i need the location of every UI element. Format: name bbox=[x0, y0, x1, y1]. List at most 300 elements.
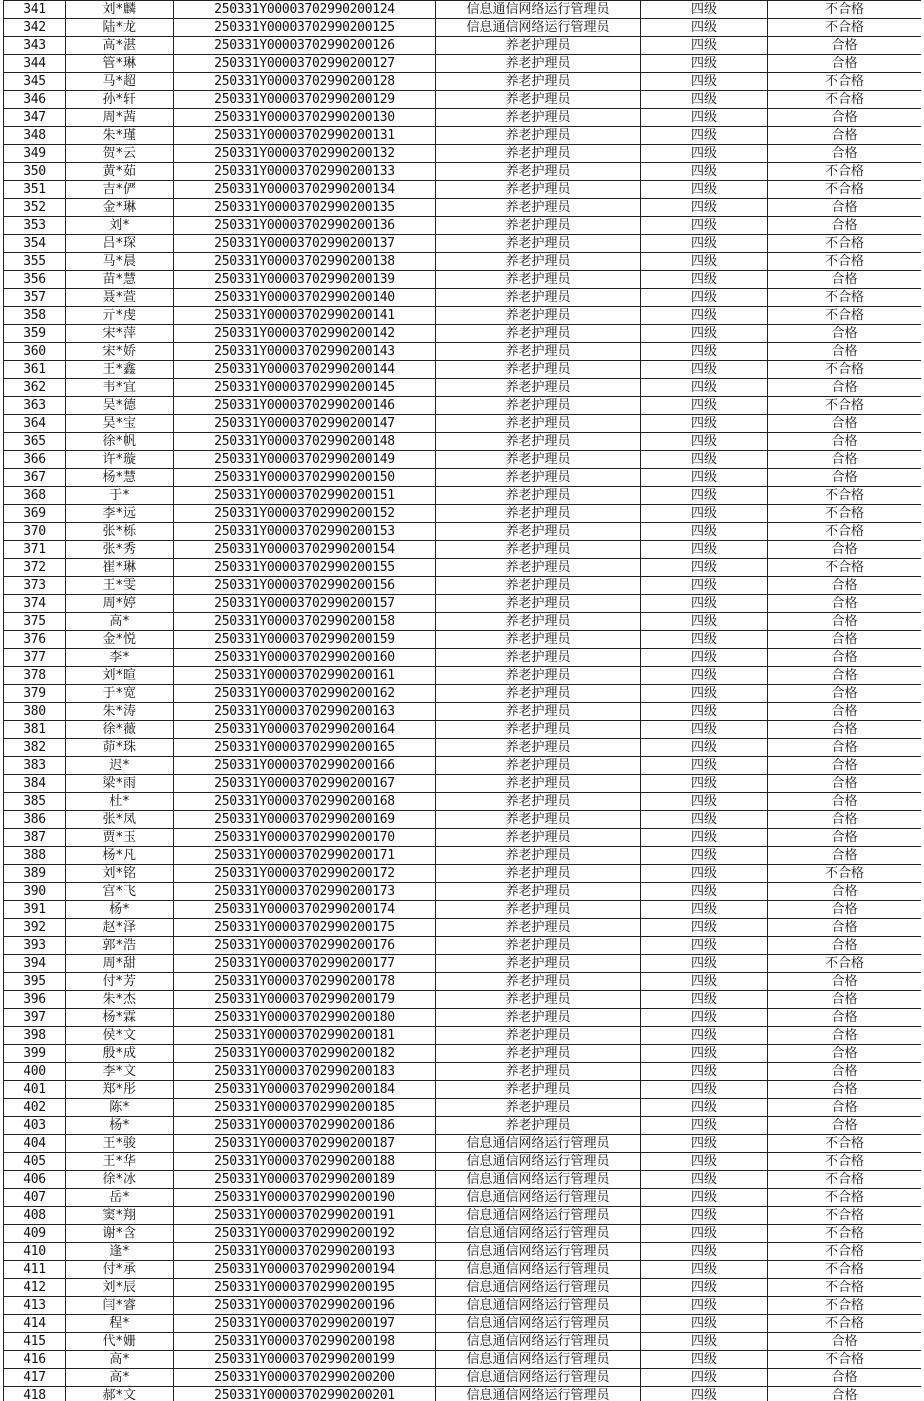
occupation-cell: 养老护理员 bbox=[436, 919, 641, 937]
table-row bbox=[4, 1261, 922, 1279]
candidate-name-cell: 于*宽 bbox=[66, 685, 174, 703]
level-cell: 四级 bbox=[641, 379, 768, 397]
level-cell: 四级 bbox=[641, 811, 768, 829]
level-cell: 四级 bbox=[641, 433, 768, 451]
table-row bbox=[4, 829, 922, 847]
result-cell: 合格 bbox=[768, 451, 922, 469]
row-number-cell: 356 bbox=[4, 271, 66, 289]
certificate-number-cell: 250331Y00003702990200143 bbox=[174, 343, 436, 361]
result-cell: 合格 bbox=[768, 1387, 922, 1401]
candidate-name-cell: 马*晨 bbox=[66, 253, 174, 271]
occupation-cell: 养老护理员 bbox=[436, 793, 641, 811]
result-cell: 不合格 bbox=[768, 1189, 922, 1207]
row-number-cell: 393 bbox=[4, 937, 66, 955]
result-cell: 合格 bbox=[768, 883, 922, 901]
result-cell: 不合格 bbox=[768, 1171, 922, 1189]
level-cell: 四级 bbox=[641, 955, 768, 973]
result-cell: 合格 bbox=[768, 1027, 922, 1045]
occupation-cell: 养老护理员 bbox=[436, 1081, 641, 1099]
occupation-cell: 养老护理员 bbox=[436, 721, 641, 739]
candidate-name-cell: 刘* bbox=[66, 217, 174, 235]
table-row bbox=[4, 361, 922, 379]
result-cell: 合格 bbox=[768, 271, 922, 289]
candidate-name-cell: 代*姗 bbox=[66, 1333, 174, 1351]
result-cell: 合格 bbox=[768, 109, 922, 127]
result-cell: 合格 bbox=[768, 127, 922, 145]
result-cell: 合格 bbox=[768, 1081, 922, 1099]
table-row bbox=[4, 1207, 922, 1225]
candidate-name-cell: 徐*帆 bbox=[66, 433, 174, 451]
result-cell: 合格 bbox=[768, 649, 922, 667]
level-cell: 四级 bbox=[641, 703, 768, 721]
certificate-number-cell: 250331Y00003702990200168 bbox=[174, 793, 436, 811]
result-cell: 合格 bbox=[768, 613, 922, 631]
table-row bbox=[4, 1243, 922, 1261]
level-cell: 四级 bbox=[641, 1243, 768, 1261]
certificate-number-cell: 250331Y00003702990200141 bbox=[174, 307, 436, 325]
candidate-name-cell: 闫*睿 bbox=[66, 1297, 174, 1315]
table-row bbox=[4, 631, 922, 649]
certificate-number-cell: 250331Y00003702990200183 bbox=[174, 1063, 436, 1081]
occupation-cell: 养老护理员 bbox=[436, 775, 641, 793]
row-number-cell: 413 bbox=[4, 1297, 66, 1315]
result-cell: 合格 bbox=[768, 595, 922, 613]
occupation-cell: 信息通信网络运行管理员 bbox=[436, 1369, 641, 1387]
result-cell: 合格 bbox=[768, 379, 922, 397]
candidate-name-cell: 周*甜 bbox=[66, 955, 174, 973]
table-row bbox=[4, 667, 922, 685]
row-number-cell: 347 bbox=[4, 109, 66, 127]
level-cell: 四级 bbox=[641, 451, 768, 469]
row-number-cell: 405 bbox=[4, 1153, 66, 1171]
candidate-name-cell: 杨*凡 bbox=[66, 847, 174, 865]
certificate-number-cell: 250331Y00003702990200175 bbox=[174, 919, 436, 937]
table-row bbox=[4, 397, 922, 415]
candidate-name-cell: 金*琳 bbox=[66, 199, 174, 217]
occupation-cell: 养老护理员 bbox=[436, 685, 641, 703]
occupation-cell: 养老护理员 bbox=[436, 973, 641, 991]
candidate-name-cell: 金*悦 bbox=[66, 631, 174, 649]
row-number-cell: 371 bbox=[4, 541, 66, 559]
row-number-cell: 378 bbox=[4, 667, 66, 685]
row-number-cell: 343 bbox=[4, 37, 66, 55]
certificate-number-cell: 250331Y00003702990200129 bbox=[174, 91, 436, 109]
occupation-cell: 养老护理员 bbox=[436, 433, 641, 451]
level-cell: 四级 bbox=[641, 217, 768, 235]
certificate-number-cell: 250331Y00003702990200178 bbox=[174, 973, 436, 991]
row-number-cell: 364 bbox=[4, 415, 66, 433]
occupation-cell: 信息通信网络运行管理员 bbox=[436, 1171, 641, 1189]
results-table bbox=[3, 0, 921, 1401]
result-cell: 合格 bbox=[768, 901, 922, 919]
row-number-cell: 401 bbox=[4, 1081, 66, 1099]
row-number-cell: 376 bbox=[4, 631, 66, 649]
certificate-number-cell: 250331Y00003702990200165 bbox=[174, 739, 436, 757]
occupation-cell: 养老护理员 bbox=[436, 91, 641, 109]
occupation-cell: 养老护理员 bbox=[436, 847, 641, 865]
certificate-number-cell: 250331Y00003702990200155 bbox=[174, 559, 436, 577]
candidate-name-cell: 刘*铭 bbox=[66, 865, 174, 883]
row-number-cell: 386 bbox=[4, 811, 66, 829]
occupation-cell: 养老护理员 bbox=[436, 667, 641, 685]
candidate-name-cell: 赵*泽 bbox=[66, 919, 174, 937]
table-row bbox=[4, 325, 922, 343]
candidate-name-cell: 周*茜 bbox=[66, 109, 174, 127]
result-cell: 合格 bbox=[768, 145, 922, 163]
table-row bbox=[4, 235, 922, 253]
table-row bbox=[4, 595, 922, 613]
table-row bbox=[4, 541, 922, 559]
certificate-number-cell: 250331Y00003702990200147 bbox=[174, 415, 436, 433]
result-cell: 不合格 bbox=[768, 1243, 922, 1261]
result-cell: 合格 bbox=[768, 973, 922, 991]
table-row bbox=[4, 181, 922, 199]
row-number-cell: 380 bbox=[4, 703, 66, 721]
table-row bbox=[4, 163, 922, 181]
level-cell: 四级 bbox=[641, 1045, 768, 1063]
row-number-cell: 398 bbox=[4, 1027, 66, 1045]
table-row bbox=[4, 757, 922, 775]
table-row bbox=[4, 775, 922, 793]
certificate-number-cell: 250331Y00003702990200191 bbox=[174, 1207, 436, 1225]
level-cell: 四级 bbox=[641, 487, 768, 505]
candidate-name-cell: 王*骏 bbox=[66, 1135, 174, 1153]
candidate-name-cell: 付*芳 bbox=[66, 973, 174, 991]
result-cell: 不合格 bbox=[768, 397, 922, 415]
occupation-cell: 养老护理员 bbox=[436, 1027, 641, 1045]
result-cell: 合格 bbox=[768, 667, 922, 685]
level-cell: 四级 bbox=[641, 91, 768, 109]
occupation-cell: 养老护理员 bbox=[436, 955, 641, 973]
certificate-number-cell: 250331Y00003702990200157 bbox=[174, 595, 436, 613]
results-sheet bbox=[3, 0, 921, 1401]
candidate-name-cell: 侯*文 bbox=[66, 1027, 174, 1045]
row-number-cell: 383 bbox=[4, 757, 66, 775]
level-cell: 四级 bbox=[641, 361, 768, 379]
level-cell: 四级 bbox=[641, 1153, 768, 1171]
row-number-cell: 342 bbox=[4, 19, 66, 37]
level-cell: 四级 bbox=[641, 991, 768, 1009]
occupation-cell: 养老护理员 bbox=[436, 127, 641, 145]
table-row bbox=[4, 721, 922, 739]
certificate-number-cell: 250331Y00003702990200128 bbox=[174, 73, 436, 91]
table-row bbox=[4, 91, 922, 109]
result-cell: 不合格 bbox=[768, 523, 922, 541]
row-number-cell: 385 bbox=[4, 793, 66, 811]
table-row bbox=[4, 109, 922, 127]
level-cell: 四级 bbox=[641, 163, 768, 181]
occupation-cell: 信息通信网络运行管理员 bbox=[436, 1279, 641, 1297]
row-number-cell: 369 bbox=[4, 505, 66, 523]
table-row bbox=[4, 217, 922, 235]
result-cell: 不合格 bbox=[768, 1261, 922, 1279]
certificate-number-cell: 250331Y00003702990200163 bbox=[174, 703, 436, 721]
table-row bbox=[4, 433, 922, 451]
result-cell: 不合格 bbox=[768, 1135, 922, 1153]
occupation-cell: 养老护理员 bbox=[436, 937, 641, 955]
table-row bbox=[4, 1, 922, 19]
row-number-cell: 348 bbox=[4, 127, 66, 145]
row-number-cell: 352 bbox=[4, 199, 66, 217]
candidate-name-cell: 高*湛 bbox=[66, 37, 174, 55]
table-row bbox=[4, 613, 922, 631]
candidate-name-cell: 韦*宜 bbox=[66, 379, 174, 397]
occupation-cell: 养老护理员 bbox=[436, 1117, 641, 1135]
level-cell: 四级 bbox=[641, 109, 768, 127]
certificate-number-cell: 250331Y00003702990200124 bbox=[174, 1, 436, 19]
row-number-cell: 411 bbox=[4, 1261, 66, 1279]
result-cell: 不合格 bbox=[768, 163, 922, 181]
occupation-cell: 养老护理员 bbox=[436, 343, 641, 361]
certificate-number-cell: 250331Y00003702990200138 bbox=[174, 253, 436, 271]
certificate-number-cell: 250331Y00003702990200133 bbox=[174, 163, 436, 181]
occupation-cell: 养老护理员 bbox=[436, 55, 641, 73]
level-cell: 四级 bbox=[641, 1207, 768, 1225]
occupation-cell: 养老护理员 bbox=[436, 379, 641, 397]
certificate-number-cell: 250331Y00003702990200154 bbox=[174, 541, 436, 559]
result-cell: 合格 bbox=[768, 1099, 922, 1117]
candidate-name-cell: 徐*薇 bbox=[66, 721, 174, 739]
table-row bbox=[4, 271, 922, 289]
level-cell: 四级 bbox=[641, 307, 768, 325]
occupation-cell: 养老护理员 bbox=[436, 253, 641, 271]
result-cell: 不合格 bbox=[768, 1153, 922, 1171]
result-cell: 不合格 bbox=[768, 1351, 922, 1369]
certificate-number-cell: 250331Y00003702990200172 bbox=[174, 865, 436, 883]
certificate-number-cell: 250331Y00003702990200180 bbox=[174, 1009, 436, 1027]
occupation-cell: 养老护理员 bbox=[436, 1045, 641, 1063]
level-cell: 四级 bbox=[641, 289, 768, 307]
table-row bbox=[4, 559, 922, 577]
level-cell: 四级 bbox=[641, 721, 768, 739]
candidate-name-cell: 宫*飞 bbox=[66, 883, 174, 901]
row-number-cell: 415 bbox=[4, 1333, 66, 1351]
result-cell: 合格 bbox=[768, 847, 922, 865]
certificate-number-cell: 250331Y00003702990200139 bbox=[174, 271, 436, 289]
row-number-cell: 370 bbox=[4, 523, 66, 541]
row-number-cell: 373 bbox=[4, 577, 66, 595]
result-cell: 合格 bbox=[768, 793, 922, 811]
level-cell: 四级 bbox=[641, 199, 768, 217]
certificate-number-cell: 250331Y00003702990200196 bbox=[174, 1297, 436, 1315]
level-cell: 四级 bbox=[641, 973, 768, 991]
result-cell: 合格 bbox=[768, 1369, 922, 1387]
level-cell: 四级 bbox=[641, 325, 768, 343]
occupation-cell: 信息通信网络运行管理员 bbox=[436, 1225, 641, 1243]
candidate-name-cell: 刘*暄 bbox=[66, 667, 174, 685]
result-cell: 合格 bbox=[768, 1063, 922, 1081]
certificate-number-cell: 250331Y00003702990200193 bbox=[174, 1243, 436, 1261]
certificate-number-cell: 250331Y00003702990200185 bbox=[174, 1099, 436, 1117]
certificate-number-cell: 250331Y00003702990200190 bbox=[174, 1189, 436, 1207]
result-cell: 不合格 bbox=[768, 1315, 922, 1333]
occupation-cell: 养老护理员 bbox=[436, 757, 641, 775]
table-row bbox=[4, 73, 922, 91]
occupation-cell: 信息通信网络运行管理员 bbox=[436, 1297, 641, 1315]
result-cell: 不合格 bbox=[768, 487, 922, 505]
candidate-name-cell: 杨*霖 bbox=[66, 1009, 174, 1027]
row-number-cell: 367 bbox=[4, 469, 66, 487]
level-cell: 四级 bbox=[641, 1135, 768, 1153]
certificate-number-cell: 250331Y00003702990200195 bbox=[174, 1279, 436, 1297]
certificate-number-cell: 250331Y00003702990200179 bbox=[174, 991, 436, 1009]
candidate-name-cell: 张*栎 bbox=[66, 523, 174, 541]
level-cell: 四级 bbox=[641, 1225, 768, 1243]
candidate-name-cell: 梁*雨 bbox=[66, 775, 174, 793]
certificate-number-cell: 250331Y00003702990200125 bbox=[174, 19, 436, 37]
table-row bbox=[4, 1045, 922, 1063]
certificate-number-cell: 250331Y00003702990200199 bbox=[174, 1351, 436, 1369]
table-row bbox=[4, 253, 922, 271]
candidate-name-cell: 陈* bbox=[66, 1099, 174, 1117]
table-row bbox=[4, 1081, 922, 1099]
row-number-cell: 358 bbox=[4, 307, 66, 325]
candidate-name-cell: 程* bbox=[66, 1315, 174, 1333]
table-row bbox=[4, 1225, 922, 1243]
table-row bbox=[4, 1189, 922, 1207]
occupation-cell: 养老护理员 bbox=[436, 289, 641, 307]
occupation-cell: 养老护理员 bbox=[436, 199, 641, 217]
table-row bbox=[4, 1315, 922, 1333]
occupation-cell: 养老护理员 bbox=[436, 361, 641, 379]
certificate-number-cell: 250331Y00003702990200134 bbox=[174, 181, 436, 199]
result-cell: 合格 bbox=[768, 919, 922, 937]
result-cell: 不合格 bbox=[768, 865, 922, 883]
result-cell: 不合格 bbox=[768, 181, 922, 199]
result-cell: 合格 bbox=[768, 55, 922, 73]
candidate-name-cell: 吉*俨 bbox=[66, 181, 174, 199]
candidate-name-cell: 孙*轩 bbox=[66, 91, 174, 109]
result-cell: 合格 bbox=[768, 739, 922, 757]
level-cell: 四级 bbox=[641, 1099, 768, 1117]
table-row bbox=[4, 1171, 922, 1189]
candidate-name-cell: 崔*琳 bbox=[66, 559, 174, 577]
table-row bbox=[4, 289, 922, 307]
table-row bbox=[4, 379, 922, 397]
table-row bbox=[4, 1369, 922, 1387]
certificate-number-cell: 250331Y00003702990200158 bbox=[174, 613, 436, 631]
level-cell: 四级 bbox=[641, 1387, 768, 1401]
level-cell: 四级 bbox=[641, 253, 768, 271]
table-row bbox=[4, 1351, 922, 1369]
occupation-cell: 信息通信网络运行管理员 bbox=[436, 1153, 641, 1171]
result-cell: 合格 bbox=[768, 415, 922, 433]
row-number-cell: 396 bbox=[4, 991, 66, 1009]
row-number-cell: 351 bbox=[4, 181, 66, 199]
candidate-name-cell: 亓*虔 bbox=[66, 307, 174, 325]
candidate-name-cell: 杨*慧 bbox=[66, 469, 174, 487]
occupation-cell: 养老护理员 bbox=[436, 1063, 641, 1081]
row-number-cell: 346 bbox=[4, 91, 66, 109]
result-cell: 合格 bbox=[768, 721, 922, 739]
occupation-cell: 养老护理员 bbox=[436, 703, 641, 721]
row-number-cell: 350 bbox=[4, 163, 66, 181]
occupation-cell: 养老护理员 bbox=[436, 577, 641, 595]
level-cell: 四级 bbox=[641, 775, 768, 793]
candidate-name-cell: 殷*成 bbox=[66, 1045, 174, 1063]
table-row bbox=[4, 1135, 922, 1153]
certificate-number-cell: 250331Y00003702990200159 bbox=[174, 631, 436, 649]
candidate-name-cell: 茆*珠 bbox=[66, 739, 174, 757]
row-number-cell: 414 bbox=[4, 1315, 66, 1333]
row-number-cell: 384 bbox=[4, 775, 66, 793]
occupation-cell: 养老护理员 bbox=[436, 415, 641, 433]
level-cell: 四级 bbox=[641, 595, 768, 613]
result-cell: 合格 bbox=[768, 199, 922, 217]
certificate-number-cell: 250331Y00003702990200126 bbox=[174, 37, 436, 55]
level-cell: 四级 bbox=[641, 1279, 768, 1297]
occupation-cell: 养老护理员 bbox=[436, 235, 641, 253]
candidate-name-cell: 高* bbox=[66, 613, 174, 631]
candidate-name-cell: 李* bbox=[66, 649, 174, 667]
row-number-cell: 410 bbox=[4, 1243, 66, 1261]
certificate-number-cell: 250331Y00003702990200131 bbox=[174, 127, 436, 145]
row-number-cell: 341 bbox=[4, 1, 66, 19]
occupation-cell: 信息通信网络运行管理员 bbox=[436, 1189, 641, 1207]
candidate-name-cell: 王*鑫 bbox=[66, 361, 174, 379]
candidate-name-cell: 杜* bbox=[66, 793, 174, 811]
row-number-cell: 359 bbox=[4, 325, 66, 343]
row-number-cell: 381 bbox=[4, 721, 66, 739]
table-row bbox=[4, 1297, 922, 1315]
candidate-name-cell: 逢* bbox=[66, 1243, 174, 1261]
row-number-cell: 404 bbox=[4, 1135, 66, 1153]
row-number-cell: 345 bbox=[4, 73, 66, 91]
candidate-name-cell: 许*璇 bbox=[66, 451, 174, 469]
level-cell: 四级 bbox=[641, 1261, 768, 1279]
result-cell: 不合格 bbox=[768, 307, 922, 325]
table-row bbox=[4, 37, 922, 55]
table-row bbox=[4, 19, 922, 37]
level-cell: 四级 bbox=[641, 235, 768, 253]
row-number-cell: 403 bbox=[4, 1117, 66, 1135]
level-cell: 四级 bbox=[641, 37, 768, 55]
level-cell: 四级 bbox=[641, 685, 768, 703]
row-number-cell: 399 bbox=[4, 1045, 66, 1063]
table-row bbox=[4, 1099, 922, 1117]
table-row bbox=[4, 1117, 922, 1135]
level-cell: 四级 bbox=[641, 757, 768, 775]
level-cell: 四级 bbox=[641, 937, 768, 955]
table-row bbox=[4, 1279, 922, 1297]
certificate-number-cell: 250331Y00003702990200201 bbox=[174, 1387, 436, 1401]
occupation-cell: 养老护理员 bbox=[436, 739, 641, 757]
table-row bbox=[4, 901, 922, 919]
result-cell: 不合格 bbox=[768, 361, 922, 379]
occupation-cell: 养老护理员 bbox=[436, 595, 641, 613]
certificate-number-cell: 250331Y00003702990200167 bbox=[174, 775, 436, 793]
level-cell: 四级 bbox=[641, 505, 768, 523]
result-cell: 合格 bbox=[768, 217, 922, 235]
table-row bbox=[4, 199, 922, 217]
result-cell: 不合格 bbox=[768, 1225, 922, 1243]
level-cell: 四级 bbox=[641, 919, 768, 937]
occupation-cell: 养老护理员 bbox=[436, 1009, 641, 1027]
certificate-number-cell: 250331Y00003702990200153 bbox=[174, 523, 436, 541]
table-row bbox=[4, 1009, 922, 1027]
result-cell: 不合格 bbox=[768, 235, 922, 253]
table-row bbox=[4, 1027, 922, 1045]
level-cell: 四级 bbox=[641, 343, 768, 361]
certificate-number-cell: 250331Y00003702990200184 bbox=[174, 1081, 436, 1099]
result-cell: 合格 bbox=[768, 37, 922, 55]
level-cell: 四级 bbox=[641, 415, 768, 433]
candidate-name-cell: 朱*瑾 bbox=[66, 127, 174, 145]
certificate-number-cell: 250331Y00003702990200192 bbox=[174, 1225, 436, 1243]
candidate-name-cell: 朱*涛 bbox=[66, 703, 174, 721]
certificate-number-cell: 250331Y00003702990200140 bbox=[174, 289, 436, 307]
row-number-cell: 372 bbox=[4, 559, 66, 577]
